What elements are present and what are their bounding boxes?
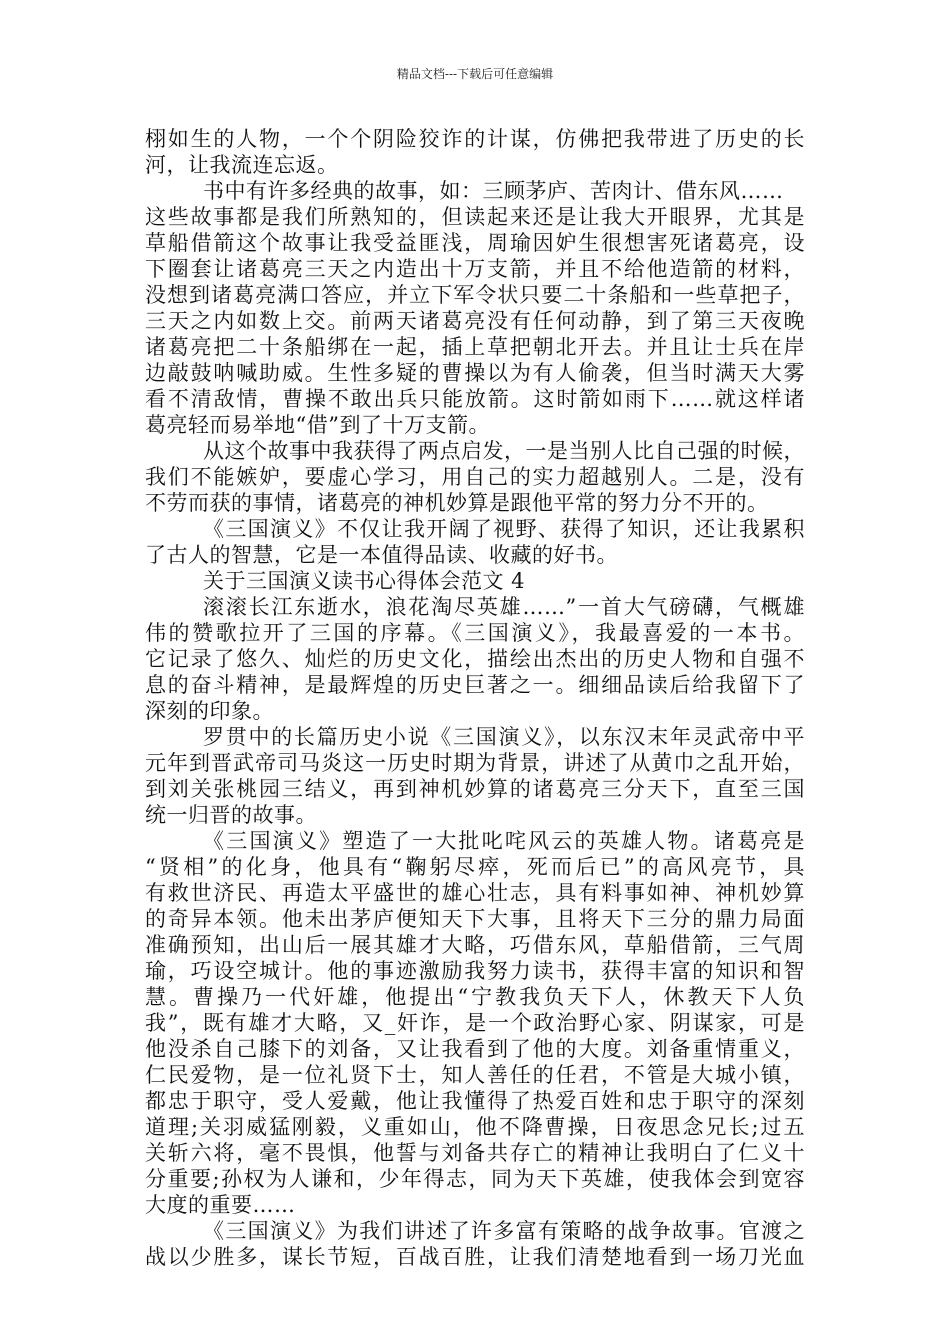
text-line: 草船借箭这个故事让我受益匪浅，周瑜因妒生很想害死诸葛亮，设 (145, 231, 805, 255)
text-line: 这些故事都是我们所熟知的，但读起来还是让我大开眼界，尤其是 (145, 205, 805, 229)
text-line: 深刻的印象。 (145, 699, 274, 723)
text-line: 《三国演义》为我们讲述了许多富有策略的战争故事。官渡之 (203, 1219, 805, 1243)
text-line: 栩如生的人物，一个个阴险狡诈的计谋，仿佛把我带进了历史的长 (145, 127, 805, 151)
text-line: 他没杀自己膝下的刘备，又让我看到了他的大度。刘备重情重义， (145, 1037, 805, 1061)
text-line: 元年到晋武帝司马炎这一历史时期为背景，讲述了从黄巾之乱开始， (145, 751, 805, 775)
text-line: 仁民爱物，是一位礼贤下士，知人善任的任君，不管是大城小镇， (145, 1063, 805, 1087)
text-line: 关于三国演义读书心得体会范文 4 (203, 569, 526, 593)
text-line: 的奇异本领。他未出茅庐便知天下大事，且将天下三分的鼎力局面 (145, 907, 805, 931)
text-line: 慧。曹操乃一代奸雄，他提出“宁教我负天下人，休教天下人负 (145, 985, 805, 1009)
text-line: 我们不能嫉妒，要虚心学习，用自己的实力超越别人。二是，没有 (145, 465, 805, 489)
text-line: 罗贯中的长篇历史小说《三国演义》，以东汉末年灵武帝中平 (203, 725, 805, 749)
text-line: 诸葛亮把二十条船绑在一起，插上草把朝北开去。并且让士兵在岸 (145, 335, 805, 359)
text-line: 不劳而获的事情，诸葛亮的神机妙算是跟他平常的努力分不开的。 (145, 491, 769, 515)
text-line: 我”，既有雄才大略，又_奸诈，是一个政治野心家、阴谋家，可是 (145, 1011, 805, 1035)
text-line: 下圈套让诸葛亮三天之内造出十万支箭，并且不给他造箭的材料， (145, 257, 805, 281)
text-line: “贤相”的化身，他具有“鞠躬尽瘁，死而后已”的高风亮节，具 (145, 855, 805, 879)
text-line: 河，让我流连忘返。 (145, 153, 339, 177)
text-line: 有救世济民、再造太平盛世的雄心壮志，具有料事如神、神机妙算 (145, 881, 805, 905)
text-line: 息的奋斗精神，是最辉煌的历史巨著之一。细细品读后给我留下了 (145, 673, 805, 697)
text-line: 《三国演义》不仅让我开阔了视野、获得了知识，还让我累积 (203, 517, 805, 541)
text-line: 葛亮轻而易举地“借”到了十万支箭。 (145, 413, 490, 437)
text-line: 边敲鼓呐喊助威。生性多疑的曹操以为有人偷袭，但当时满天大雾 (145, 361, 805, 385)
page-header: 精品文档---下载后可任意编辑 (396, 67, 554, 81)
text-line: 滚滚长江东逝水，浪花淘尽英雄……”一首大气磅礴，气概雄 (203, 595, 805, 619)
text-line: 从这个故事中我获得了两点启发，一是当别人比自己强的时候， (203, 439, 805, 463)
document-body (145, 126, 805, 1270)
text-line: 都忠于职守，受人爱戴，他让我懂得了热爱百姓和忠于职守的深刻 (145, 1089, 805, 1113)
text-line: 准确预知，出山后一展其雄才大略，巧借东风，草船借箭，三气周 (145, 933, 805, 957)
text-line: 统一归晋的故事。 (145, 803, 317, 827)
text-line: 三天之内如数上交。前两天诸葛亮没有任何动静，到了第三天夜晚 (145, 309, 805, 333)
text-line: 《三国演义》塑造了一大批叱咤风云的英雄人物。诸葛亮是 (203, 829, 805, 853)
text-line: 书中有许多经典的故事，如：三顾茅庐、苦肉计、借东风…… (203, 179, 784, 203)
text-line: 大度的重要…… (145, 1193, 296, 1217)
text-line: 分重要;孙权为人谦和，少年得志，同为天下英雄，使我体会到宽容 (145, 1167, 805, 1191)
text-line: 战以少胜多，谋长节短，百战百胜，让我们清楚地看到一场刀光血 (145, 1245, 805, 1269)
text-line: 看不清敌情，曹操不敢出兵只能放箭。这时箭如雨下……就这样诸 (145, 387, 805, 411)
text-line: 关斩六将，毫不畏惧，他誓与刘备共存亡的精神让我明白了仁义十 (145, 1141, 805, 1165)
text-line: 伟的赞歌拉开了三国的序幕。《三国演义》，我最喜爱的一本书。 (145, 621, 805, 645)
text-line: 瑜，巧设空城计。他的事迹激励我努力读书，获得丰富的知识和智 (145, 959, 805, 983)
text-line: 它记录了悠久、灿烂的历史文化，描绘出杰出的历史人物和自强不 (145, 647, 805, 671)
text-line: 了古人的智慧，它是一本值得品读、收藏的好书。 (145, 543, 618, 567)
text-line: 到刘关张桃园三结义，再到神机妙算的诸葛亮三分天下，直至三国 (145, 777, 805, 801)
text-line: 道理;关羽威猛刚毅，义重如山，他不降曹操，日夜思念兄长;过五 (145, 1115, 805, 1139)
text-line: 没想到诸葛亮满口答应，并立下军令状只要二十条船和一些草把子， (145, 283, 805, 307)
